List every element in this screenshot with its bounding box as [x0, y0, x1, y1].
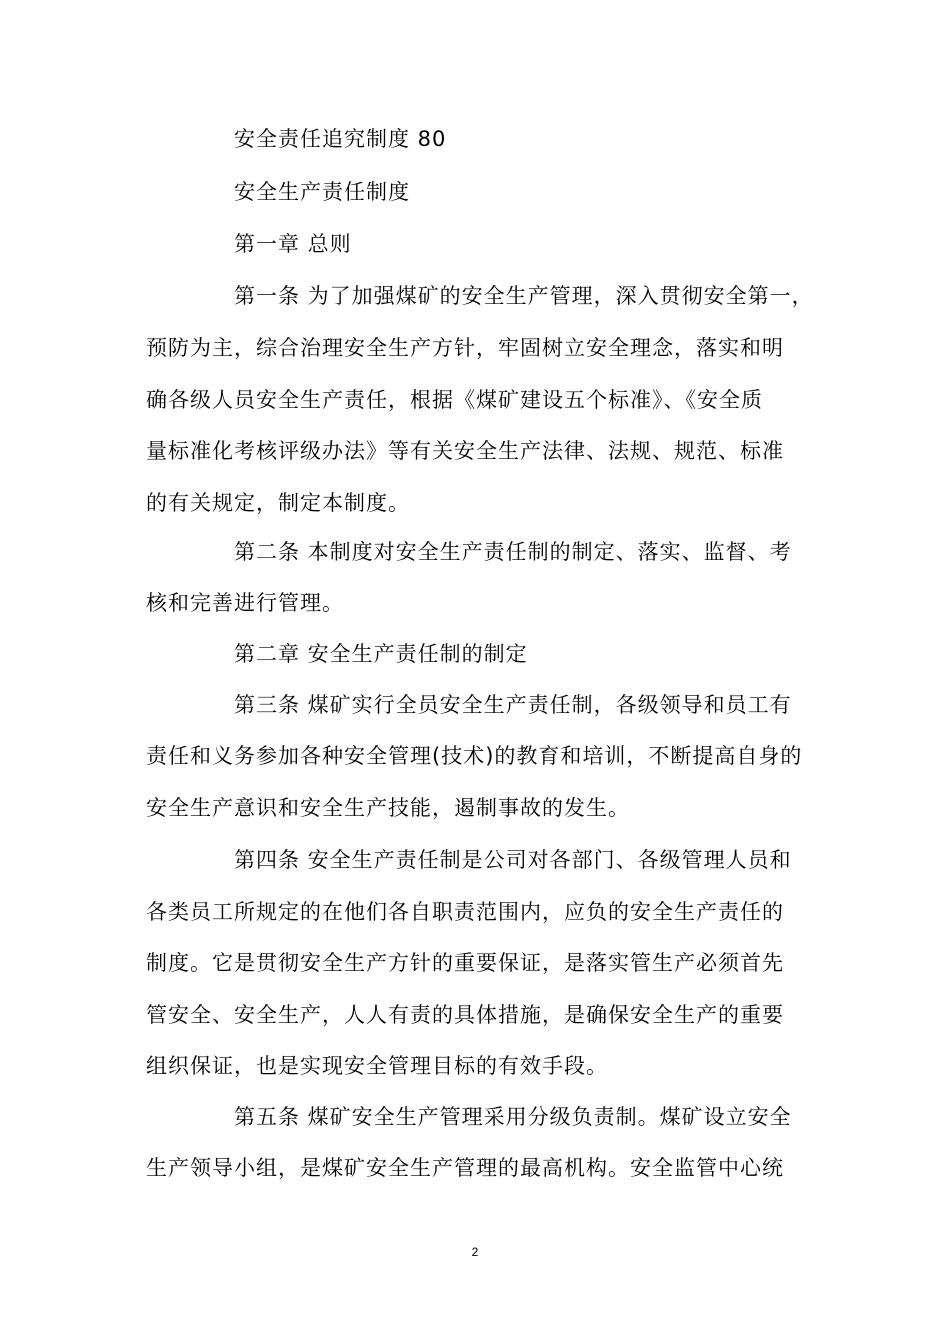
text-line-6: 确各级人员安全生产责任，根据《煤矿建设五个标准》、《安全质: [146, 388, 763, 412]
doc-title: 安全生产责任制度: [234, 180, 410, 204]
text-line-15: 第四条 安全生产责任制是公司对各部门、各级管理人员和: [234, 848, 792, 872]
text-line-18: 管安全、安全生产，人人有责的具体措施，是确保安全生产的重要: [146, 1003, 784, 1027]
text-line-1: 安全责任追究制度 80: [234, 127, 447, 151]
text-line-12: 第三条 煤矿实行全员安全生产责任制，各级领导和员工有: [234, 693, 792, 717]
text-line-4: 第一条 为了加强煤矿的安全生产管理，深入贯彻安全第一，: [234, 284, 814, 308]
text-line-10: 核和完善进行管理。: [146, 591, 344, 615]
text-line-17: 制度。它是贯彻安全生产方针的重要保证，是落实管生产必须首先: [146, 951, 784, 975]
text-line-5: 预防为主，综合治理安全生产方针，牢固树立安全理念，落实和明: [146, 336, 784, 360]
text-line-20: 第五条 煤矿安全生产管理采用分级负责制。煤矿设立安全: [234, 1105, 792, 1129]
text-line-21: 生产领导小组，是煤矿安全生产管理的最高机构。安全监管中心统: [146, 1156, 784, 1180]
text-line-7: 量标准化考核评级办法》等有关安全生产法律、法规、规范、标准: [146, 439, 784, 463]
chapter-heading-1: 第一章 总则: [234, 232, 352, 256]
text-line-9: 第二条 本制度对安全生产责任制的制定、落实、监督、考: [234, 540, 792, 564]
page-number: 2: [471, 1245, 479, 1259]
text-line-8: 的有关规定，制定本制度。: [146, 491, 410, 515]
chapter-heading-2: 第二章 安全生产责任制的制定: [234, 642, 528, 666]
text-line-19: 组织保证，也是实现安全管理目标的有效手段。: [146, 1054, 608, 1078]
text-line-13: 责任和义务参加各种安全管理(技术)的教育和培训，不断提高自身的: [146, 744, 803, 768]
text-line-16: 各类员工所规定的在他们各自职责范围内，应负的安全生产责任的: [146, 900, 784, 924]
text-line-14: 安全生产意识和安全生产技能，遏制事故的发生。: [146, 796, 630, 820]
